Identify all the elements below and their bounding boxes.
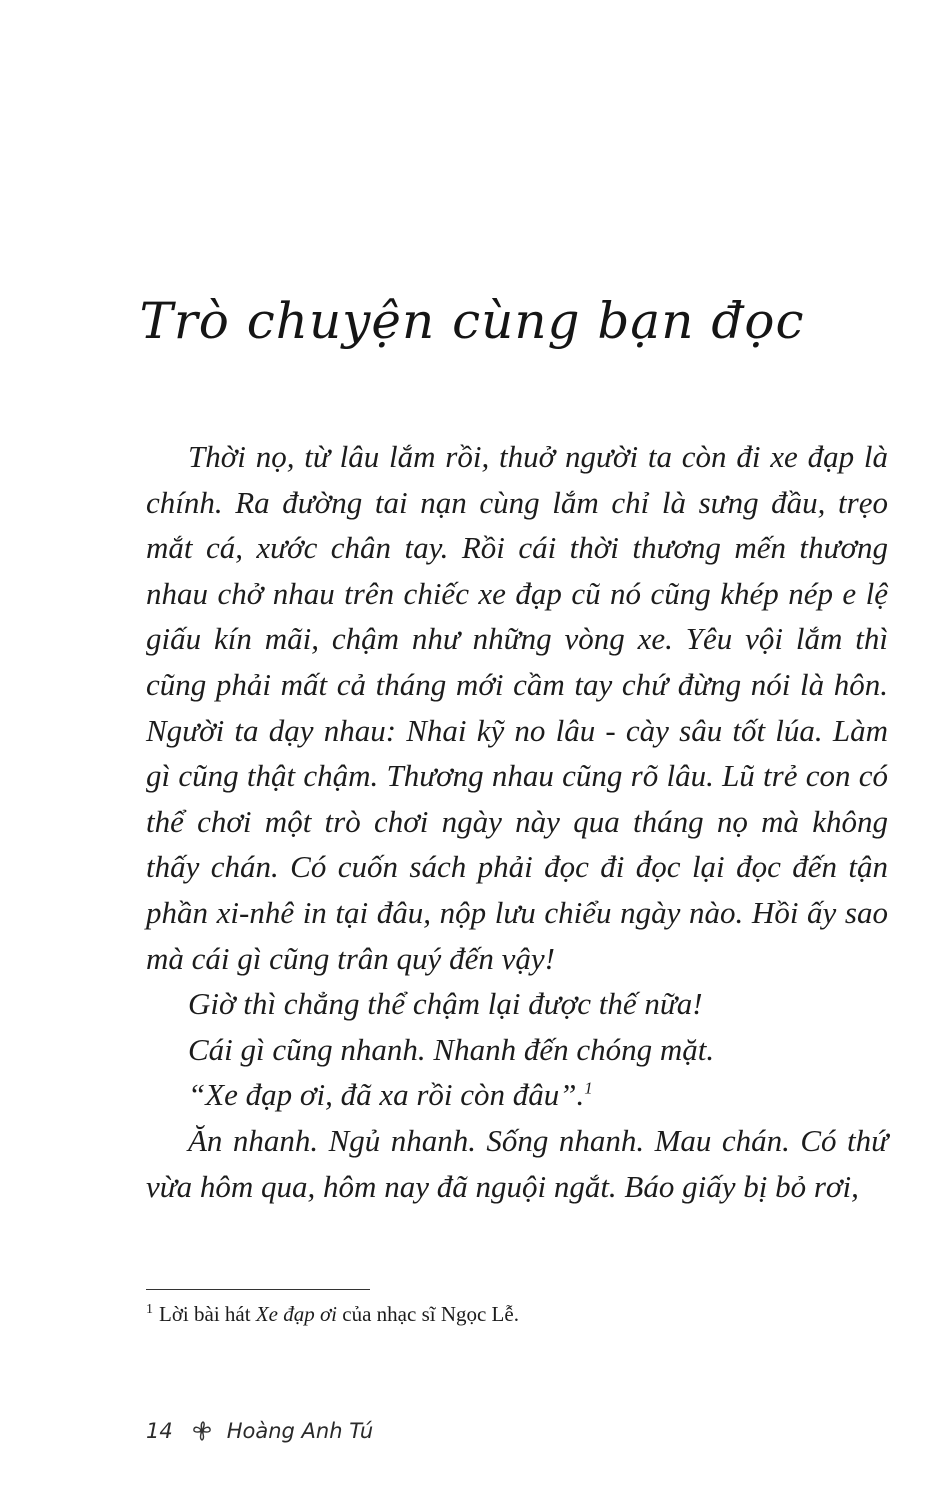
chapter-title: Trò chuyện cùng bạn đọc <box>139 292 805 350</box>
page-footer <box>146 1414 373 1448</box>
footnote-prefix: Lời bài hát <box>159 1302 251 1326</box>
body-text <box>146 434 888 1209</box>
paragraph: Thời nọ, từ lâu lắm rồi, thuở người ta còn đi xe đạp là chính. Ra đường tai nạn cùng lắm chỉ là sưng đầu, trẹo mắt cá, xước chân tay. Rồi cái thời thương mến thương nhau chở nhau trên chiếc xe đạp cũ nó cũng khép nép e lệ giấu kín mãi, chậm như những vòng xe. Yêu vội lắm thì cũng phải mất cả tháng mới cầm tay chứ đừng nói là hôn. Người ta dạy nhau: Nhai kỹ no lâu - cày sâu tốt lúa. Làm gì cũng thật chậm. Thương nhau cũng rõ lâu. Lũ trẻ con có thể chơi một trò chơi ngày này qua tháng nọ mà không thấy chán. Có cuốn sách phải đọc đi đọc lại đọc đến tận phần xi-nhê in tại đâu, nộp lưu chiểu ngày nào. Hồi ấy sao mà cái gì cũng trân quý đến vậy! <box>146 439 888 976</box>
footnote-number: 1 <box>146 1302 153 1317</box>
paragraph: Giờ thì chẳng thể chậm lại được thế nữa! <box>188 986 703 1022</box>
footnote-reference[interactable]: 1 <box>584 1078 593 1098</box>
paragraph: Ăn nhanh. Ngủ nhanh. Sống nhanh. Mau chán. Có thứ vừa hôm qua, hôm nay đã nguội ngắt. Báo giấy bị bỏ rơi, <box>146 1122 888 1204</box>
footnote-divider <box>146 1289 370 1290</box>
page-number: 14 <box>146 1419 173 1443</box>
footnote-suffix: của nhạc sĩ Ngọc Lễ. <box>342 1302 519 1326</box>
flower-ornament-icon <box>189 1418 215 1444</box>
footnote-song-title: Xe đạp ơi <box>255 1302 338 1326</box>
quote-paragraph <box>146 1072 888 1118</box>
footnote <box>146 1302 888 1327</box>
paragraph: Cái gì cũng nhanh. Nhanh đến chóng mặt. <box>188 1031 715 1067</box>
author-name: Hoàng Anh Tú <box>226 1419 374 1443</box>
quote-text: “Xe đạp ơi, đã xa rồi còn đâu”. <box>188 1077 585 1113</box>
